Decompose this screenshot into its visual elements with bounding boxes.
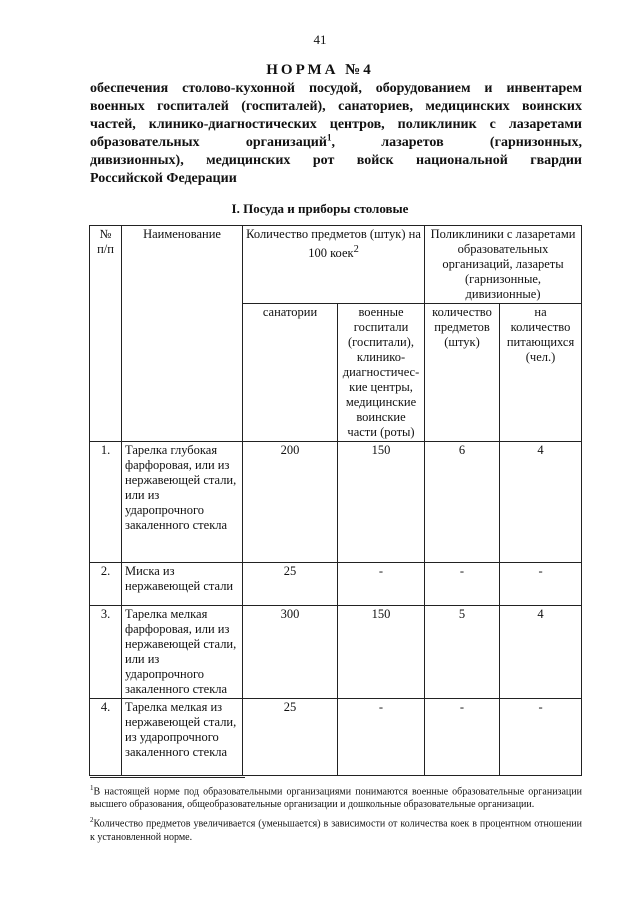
row-items: - [425,699,500,776]
footnote-ref-1: 1 [326,132,332,143]
heading-line-6: Российской Федерации [90,171,237,186]
footnote-divider [90,777,245,778]
row-name: Тарелка мелкая из нержавеющей стали, из ударопрочного закаленного стекла [122,699,243,776]
row-name: Тарелка мелкая фарфоровая, или из нержавеющей стали, или из ударопрочного закаленного стекла [122,606,243,699]
row-num: 3. [90,606,122,699]
section-title: I. Посуда и приборы столовые [231,201,409,216]
row-num: 2. [90,563,122,606]
norm-title: НОРМА №4 [266,62,374,78]
row-items: 5 [425,606,500,699]
document-heading [90,80,582,188]
footnote-2 [90,814,582,843]
heading-line-4-end: , лазаретов (гарнизонных, [331,135,582,150]
heading-line-5: дивизионных), медицинских рот войск национальной гвардии [90,153,582,168]
row-people: - [500,699,582,776]
heading-line-3: частей, клинико-диагностических центров, поликлиник с лазаретами [90,117,582,132]
table-row [90,606,582,699]
table-header-row [90,226,582,304]
heading-line-1: обеспечения столово-кухонной посудой, оборудованием и инвентарем [90,81,582,96]
row-military: - [338,563,425,606]
header-qty-group [243,226,425,304]
row-military: 150 [338,442,425,563]
row-military: 150 [338,606,425,699]
row-people: - [500,563,582,606]
row-people: 4 [500,442,582,563]
page-number: 41 [313,32,327,47]
row-name: Тарелка глубокая фарфоровая, или из нержавеющей стали, или из ударопрочного закаленного стекла [122,442,243,563]
footnote-1 [90,782,582,811]
table-row [90,563,582,606]
footnote-2-mark: 2 [90,816,94,825]
row-items: - [425,563,500,606]
footnote-ref-2: 2 [353,244,359,255]
row-sanatorium: 25 [243,563,338,606]
row-people: 4 [500,606,582,699]
norm-table [89,225,582,776]
header-sanatorium: санатории [243,304,338,442]
heading-line-4-start: образовательных организаций [90,135,327,150]
row-sanatorium: 300 [243,606,338,699]
row-sanatorium: 25 [243,699,338,776]
row-items: 6 [425,442,500,563]
heading-line-4 [90,134,582,152]
footnote-1-mark: 1 [90,784,94,792]
heading-line-2: военных госпиталей (госпиталей), санаториев, медицинских воинских [90,99,582,114]
header-military: военные госпитали (госпитали), клинико-диагностичес-кие центры, медицинские воинские части (роты) [338,304,425,442]
header-people: на количество питающихся (чел.) [500,304,582,442]
row-name: Миска из нержавеющей стали [122,563,243,606]
header-items: количество предметов (штук) [425,304,500,442]
header-num: № п/п [90,226,122,442]
header-name: Наименование [122,226,243,442]
footnote-1-text: В настоящей норме под образовательными организациями понимаются военные образовательные организации высшего образования, общеобразовательные организации и дошкольные образовательные организации. [90,786,582,811]
row-military: - [338,699,425,776]
table-row [90,699,582,776]
row-sanatorium: 200 [243,442,338,563]
table-row [90,442,582,563]
header-qty-group-text: Количество предметов (штук) на 100 коек [246,227,421,261]
header-clinic-group: Поликлиники с лазаретами образовательных организаций, лазареты (гарнизонные, дивизионные) [425,226,582,304]
row-num: 4. [90,699,122,776]
footnotes [90,782,582,847]
row-num: 1. [90,442,122,563]
footnote-2-text: Количество предметов увеличивается (уменьшается) в зависимости от количества коек в процентном отношении к установленной норме. [90,818,582,843]
